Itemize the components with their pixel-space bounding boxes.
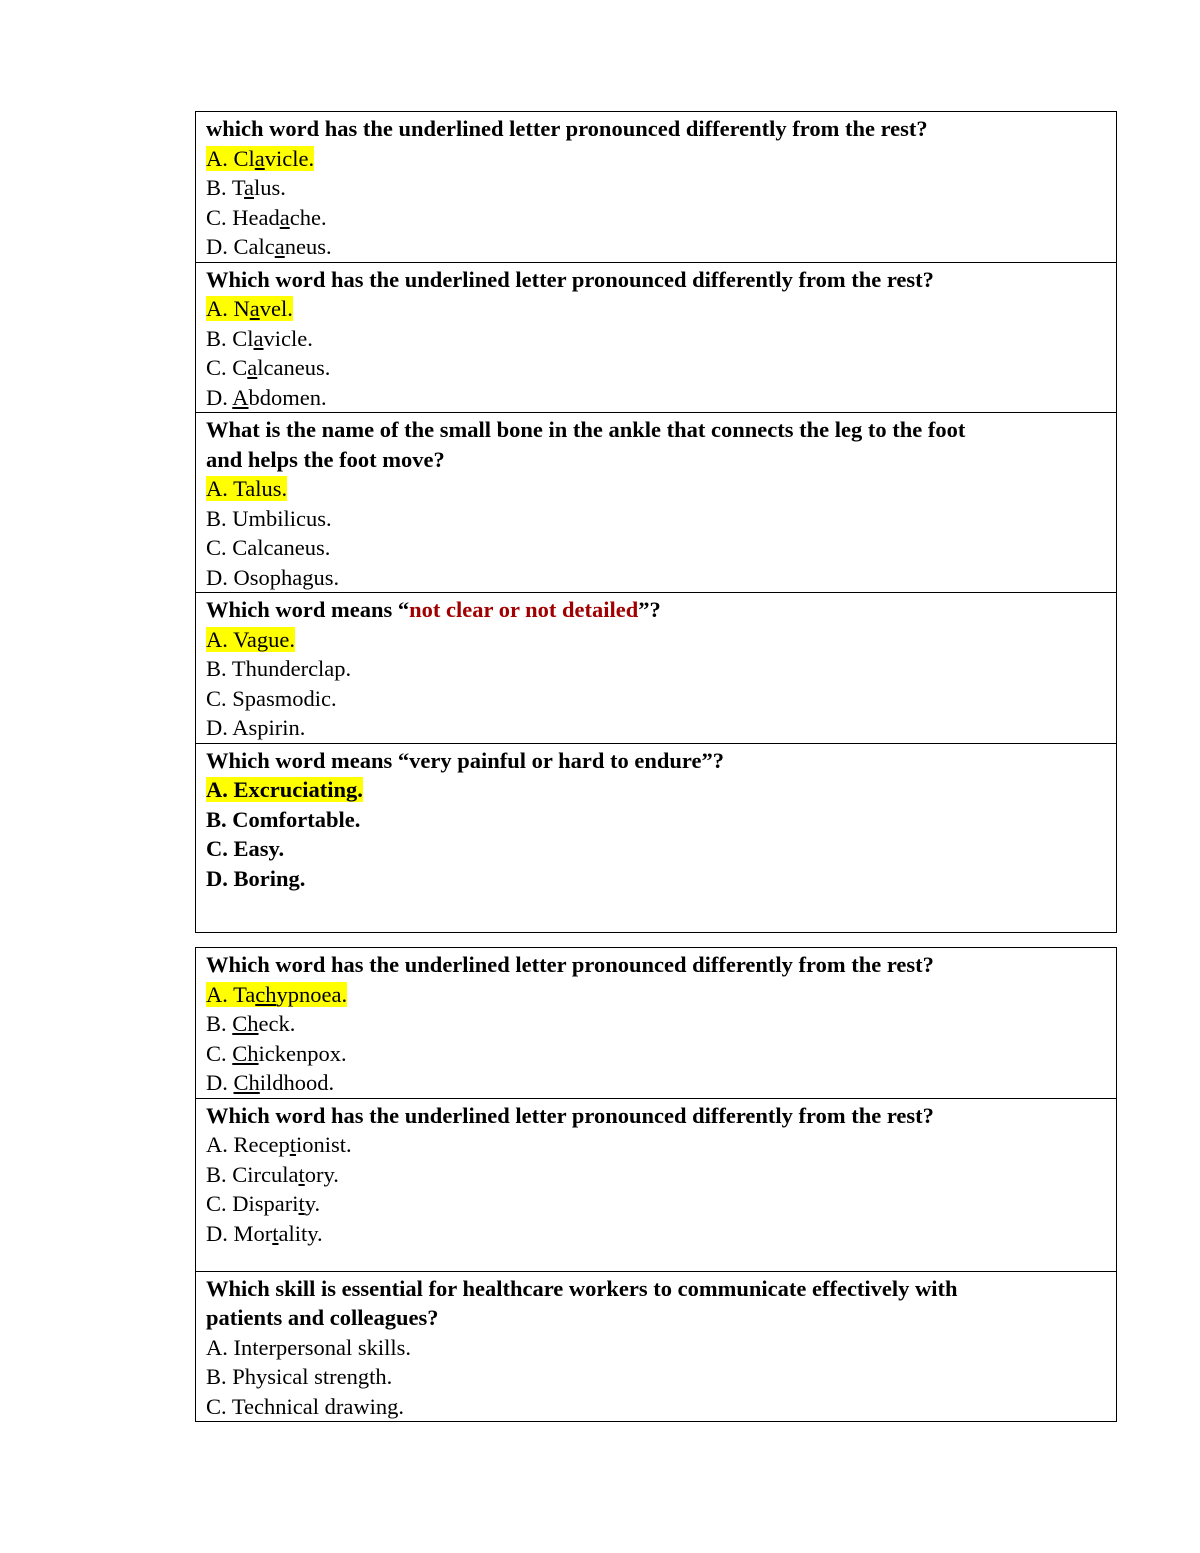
answer-option: A. Clavicle. [206, 145, 315, 171]
answer-option: B. Comfortable. [206, 806, 361, 832]
question-text: What is the name of the small bone in the ankle that connects the leg to the foot and helps the foot move? [206, 417, 966, 472]
question-table-2 [195, 947, 1117, 1422]
answer-option: D. Mortality. [206, 1220, 323, 1246]
question-text: Which word means “very painful or hard to endure”? [206, 747, 724, 773]
question-table-1 [195, 111, 1117, 933]
answer-option: B. Circulatory. [206, 1161, 339, 1187]
answer-option: A. Tachypnoea. [206, 981, 348, 1007]
answer-option: D. Boring. [206, 865, 306, 891]
answer-option: D. Osophagus. [206, 564, 340, 590]
answer-option: C. Technical drawing. [206, 1393, 404, 1419]
question-text: Which skill is essential for healthcare workers to communicate effectively with patients and colleagues? [206, 1275, 958, 1330]
answer-option: C. Spasmodic. [206, 685, 337, 711]
answer-option: D. Aspirin. [206, 715, 306, 740]
answer-option: B. Umbilicus. [206, 505, 332, 531]
question-text: which word has the underlined letter pronounced differently from the rest? [206, 116, 928, 141]
answer-option: B. Physical strength. [206, 1364, 393, 1389]
answer-option: B. Check. [206, 1011, 296, 1036]
answer-option: A. Talus. [206, 476, 288, 501]
answer-option: D. Calcaneus. [206, 234, 332, 259]
answer-option: C. Easy. [206, 836, 285, 861]
question-text: Which word has the underlined letter pronounced differently from the rest? [206, 1102, 934, 1128]
definition-phrase: not clear or not detailed [409, 597, 639, 622]
question-row [196, 593, 1117, 744]
answer-option: B. Clavicle. [206, 325, 313, 351]
answer-option: A. Receptionist. [206, 1132, 352, 1157]
answer-option: C. Disparity. [206, 1191, 321, 1216]
question-text: Which word has the underlined letter pronounced differently from the rest? [206, 952, 934, 977]
answer-option: D. Childhood. [206, 1070, 335, 1095]
answer-option: C. Calcaneus. [206, 535, 331, 560]
question-row [196, 743, 1117, 932]
question-row [196, 1271, 1117, 1422]
answer-option: B. Talus. [206, 175, 286, 200]
question-row [196, 112, 1117, 263]
answer-option: C. Chickenpox. [206, 1040, 347, 1066]
question-text: Which word has the underlined letter pronounced differently from the rest? [206, 266, 934, 292]
answer-option: B. Thunderclap. [206, 656, 352, 681]
question-text: Which word means “not clear or not detailed”? [206, 597, 661, 622]
answer-option: A. Interpersonal skills. [206, 1334, 411, 1360]
question-row [196, 262, 1117, 413]
question-row [196, 413, 1117, 593]
answer-option: C. Calcaneus. [206, 355, 331, 380]
answer-option: A. Vague. [206, 626, 295, 652]
answer-option: A. Navel. [206, 296, 293, 321]
question-row [196, 1098, 1117, 1271]
answer-option: C. Headache. [206, 204, 327, 230]
question-row [196, 948, 1117, 1099]
answer-option: D. Abdomen. [206, 384, 327, 410]
answer-option: A. Excruciating. [206, 777, 363, 802]
